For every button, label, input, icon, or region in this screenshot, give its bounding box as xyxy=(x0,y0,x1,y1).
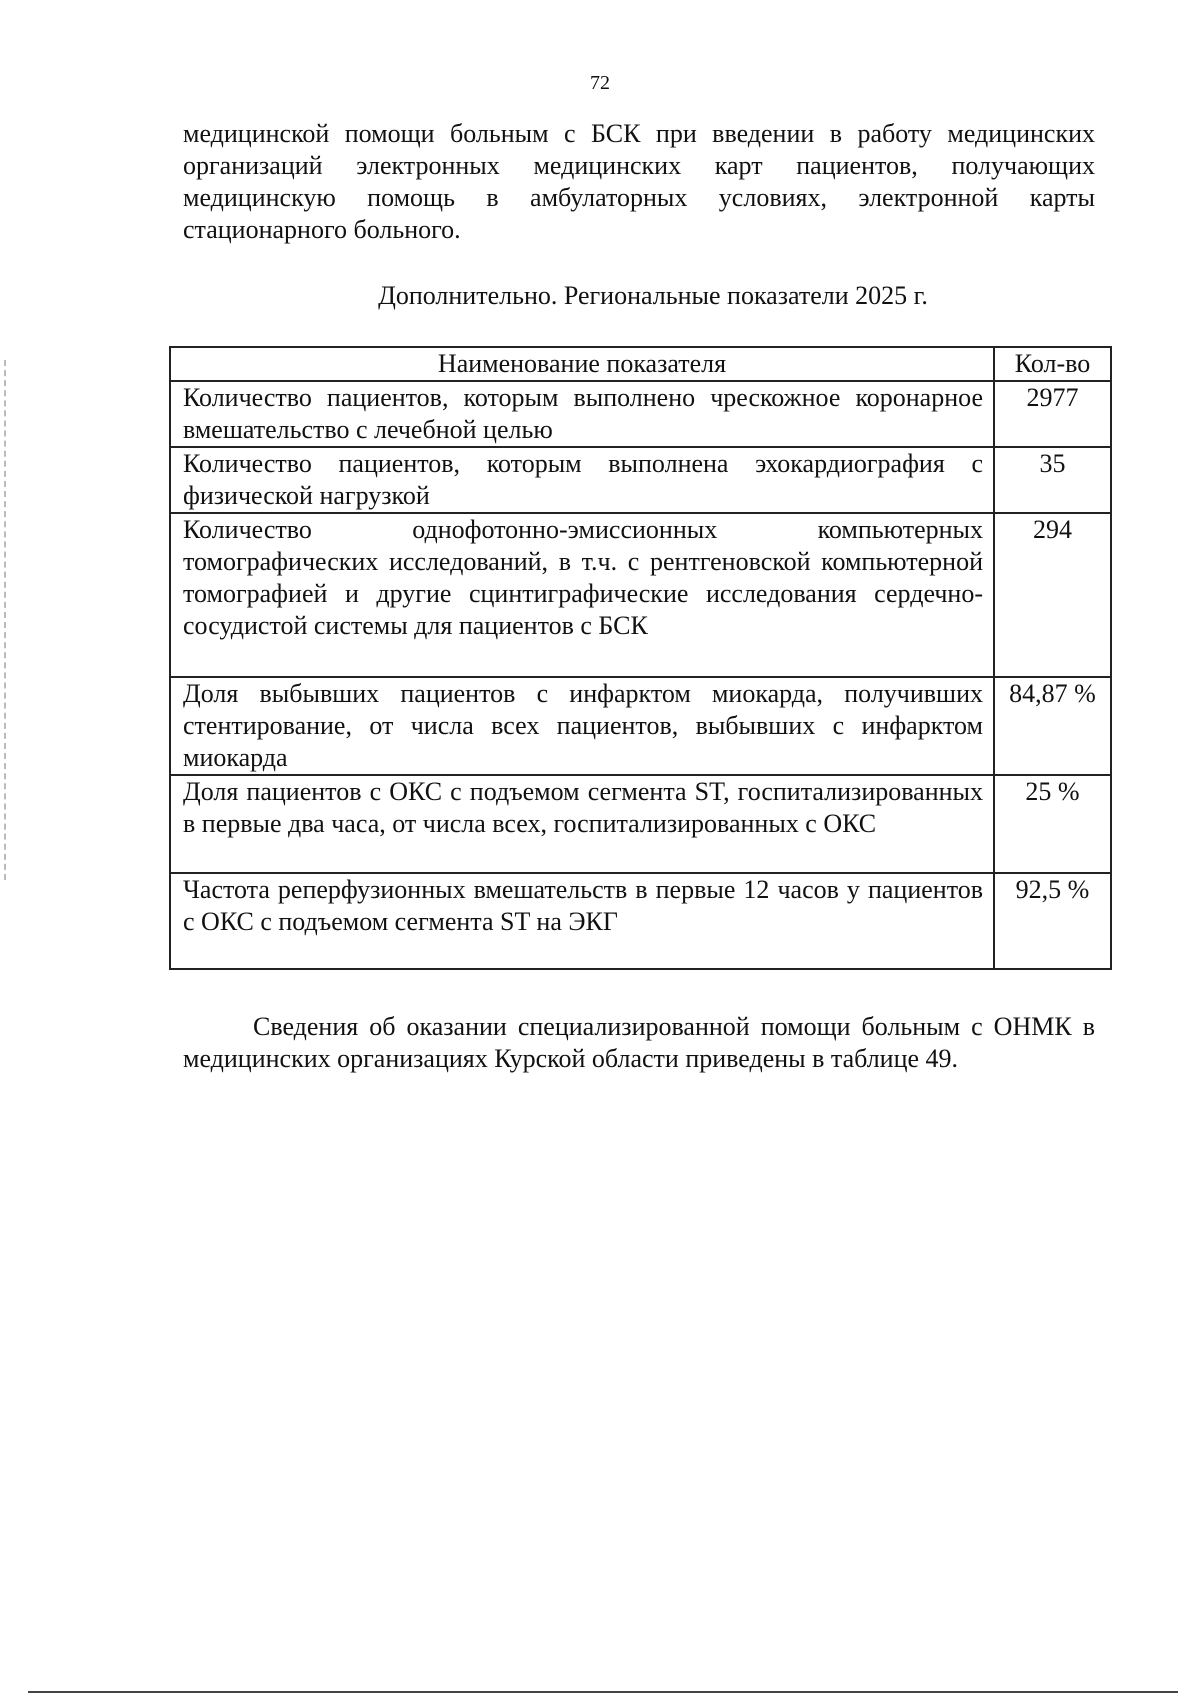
table-header-row xyxy=(170,347,1111,381)
outro-paragraph: Сведения об оказании специализированной помощи больным с ОНМК в медицинских организациях Курской области приведены в таблице 49. xyxy=(183,1012,1095,1073)
indicator-value: 25 % xyxy=(994,775,1111,873)
regional-indicators-table xyxy=(169,346,1112,970)
indicator-name: Доля выбывших пациентов с инфарктом миокарда, получивших стентирование, от числа всех пациентов, выбывших с инфарктом миокарда xyxy=(170,677,994,775)
indicator-value: 84,87 % xyxy=(994,677,1111,775)
table-row xyxy=(170,873,1111,969)
indicator-value: 2977 xyxy=(994,381,1111,447)
indicator-name: Доля пациентов с ОКС с подъемом сегмента ST, госпитализированных в первые два часа, от числа всех, госпитализированных с ОКС xyxy=(170,775,994,873)
scan-edge-left xyxy=(4,360,8,880)
indicator-name: Количество пациентов, которым выполнена эхокардиография с физической нагрузкой xyxy=(170,447,994,513)
indicator-name: Частота реперфузионных вмешательств в первые 12 часов у пациентов с ОКС с подъемом сегмента ST на ЭКГ xyxy=(170,873,994,969)
page-number: 72 xyxy=(590,72,610,94)
table-row xyxy=(170,381,1111,447)
column-header-value: Кол-во xyxy=(994,347,1111,381)
table-row xyxy=(170,513,1111,677)
indicator-name: Количество пациентов, которым выполнено чрескожное коронарное вмешательство с лечебной целью xyxy=(170,381,994,447)
indicator-value: 294 xyxy=(994,513,1111,677)
table-row xyxy=(170,447,1111,513)
table-row xyxy=(170,775,1111,873)
table-row xyxy=(170,677,1111,775)
scan-edge-bottom xyxy=(28,1691,1178,1693)
indicator-value: 35 xyxy=(994,447,1111,513)
indicator-name: Количество однофотонно-эмиссионных компьютерных томографических исследований, в т.ч. с рентгеновской компьютерной томографией и другие сцинтиграфические исследования сердечно-сосудистой системы для пациентов с БСК xyxy=(170,513,994,677)
table-title: Дополнительно. Региональные показатели 2025 г. xyxy=(378,281,928,310)
intro-paragraph: медицинской помощи больным с БСК при введении в работу медицинских организаций электронных медицинских карт пациентов, получающих медицинскую помощь в амбулаторных условиях, электронной карты стационарного больного. xyxy=(183,119,1095,244)
indicator-value: 92,5 % xyxy=(994,873,1111,969)
column-header-name: Наименование показателя xyxy=(170,347,994,381)
